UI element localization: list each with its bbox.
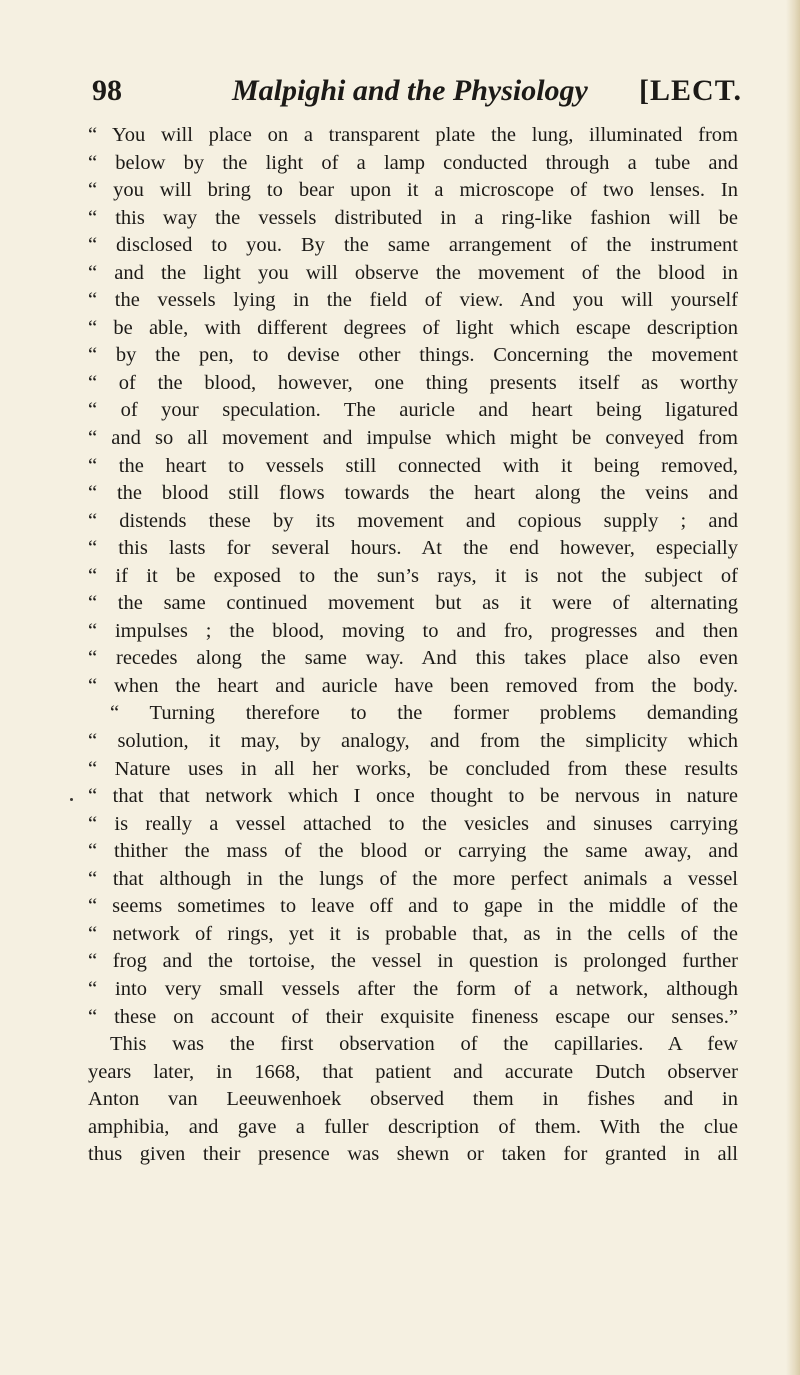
text-line: “ Nature uses in all her works, be concluded from these results [88, 757, 738, 780]
text-line: “ solution, it may, by analogy, and from the simplicity which [88, 730, 738, 753]
text-line: years later, in 1668, that patient and accurate Dutch observer [88, 1060, 738, 1083]
body-text [88, 122, 738, 1169]
text-line: “ the heart to vessels still connected with it being removed, [88, 454, 738, 477]
text-line: “ you will bring to bear upon it a microscope of two lenses. In [88, 179, 738, 202]
text-line: thus given their presence was shewn or taken for granted in all [88, 1143, 738, 1166]
text-line: “ this lasts for several hours. At the end however, especially [88, 537, 738, 560]
text-line: “ of your speculation. The auricle and heart being ligatured [88, 399, 738, 422]
text-line: “ that although in the lungs of the more perfect animals a vessel [88, 867, 738, 890]
section-marker: [LECT. [639, 74, 742, 107]
text-line: “ and the light you will observe the movement of the blood in [88, 261, 738, 284]
text-line: “ that that network which I once thought to be nervous in nature [88, 785, 738, 808]
text-line: “ the blood still flows towards the heart along the veins and [88, 482, 738, 505]
text-line: “ is really a vessel attached to the vesicles and sinuses carrying [88, 812, 738, 835]
text-line: “ when the heart and auricle have been removed from the body. [88, 674, 738, 697]
text-line: “ of the blood, however, one thing presents itself as worthy [88, 371, 738, 394]
page-number: 98 [92, 74, 122, 107]
text-line: amphibia, and gave a fuller description of them. With the clue [88, 1115, 738, 1138]
text-line: “ distends these by its movement and copious supply ; and [88, 509, 738, 532]
text-line: “ this way the vessels distributed in a ring-like fashion will be [88, 206, 738, 229]
text-line: “ seems sometimes to leave off and to gape in the middle of the [88, 895, 738, 918]
text-line: “ these on account of their exquisite fineness escape our senses.” [88, 1005, 738, 1028]
text-line: “ disclosed to you. By the same arrangement of the instrument [88, 234, 738, 257]
running-header [92, 74, 742, 118]
paragraph-start-line: This was the first observation of the capillaries. A few [110, 1033, 738, 1056]
running-title: Malpighi and the Physiology [232, 74, 588, 107]
text-line: “ into very small vessels after the form of a network, although [88, 977, 738, 1000]
text-line: “ if it be exposed to the sun’s rays, it is not the subject of [88, 564, 738, 587]
text-line: “ recedes along the same way. And this takes place also even [88, 647, 738, 670]
text-line: “ and so all movement and impulse which might be conveyed from [88, 427, 738, 450]
text-line: Anton van Leeuwenhoek observed them in fishes and in [88, 1088, 738, 1111]
text-line: “ be able, with different degrees of light which escape description [88, 316, 738, 339]
text-line: “ below by the light of a lamp conducted through a tube and [88, 151, 738, 174]
text-line: “ thither the mass of the blood or carrying the same away, and [88, 840, 738, 863]
text-line: “ You will place on a transparent plate the lung, illuminated from [88, 124, 738, 146]
paragraph-start-line: “ Turning therefore to the former problems demanding [110, 702, 738, 725]
page-edge-shadow [786, 0, 800, 1375]
text-line: “ the same continued movement but as it were of alternating [88, 592, 738, 615]
text-line: “ impulses ; the blood, moving to and fro, progresses and then [88, 619, 738, 642]
text-line: “ by the pen, to devise other things. Concerning the movement [88, 344, 738, 367]
text-line: “ network of rings, yet it is probable that, as in the cells of the [88, 922, 738, 945]
text-line: “ the vessels lying in the field of view. And you will yourself [88, 289, 738, 312]
margin-speck [70, 798, 73, 801]
text-line: “ frog and the tortoise, the vessel in question is prolonged further [88, 950, 738, 973]
